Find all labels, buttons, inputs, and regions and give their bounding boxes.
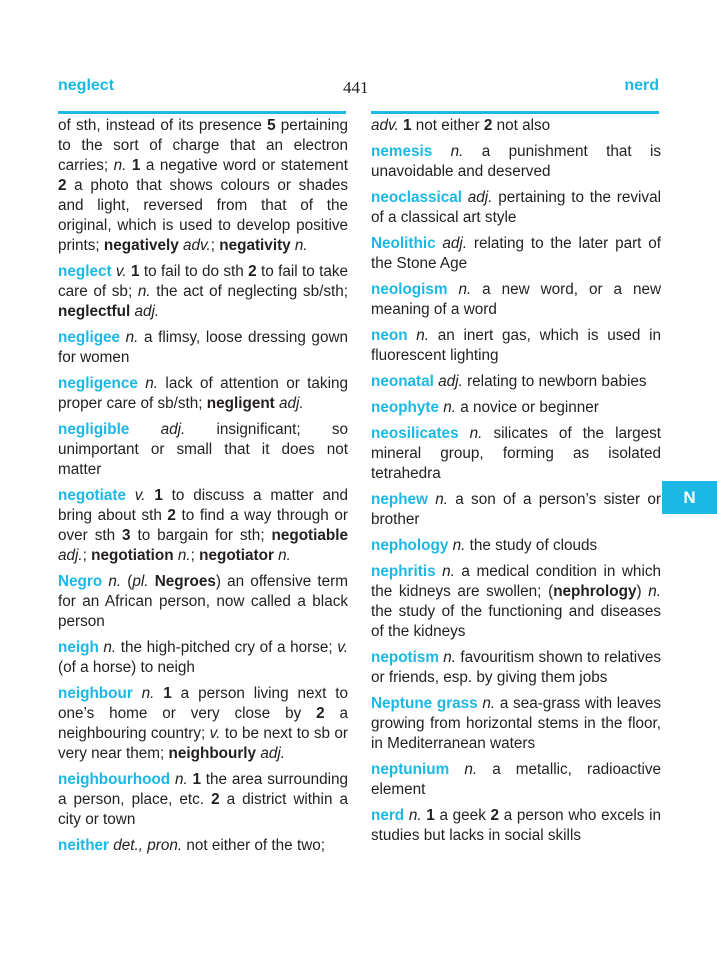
dictionary-entry (371, 280, 661, 320)
headword: Neolithic (371, 235, 436, 252)
definition: n. a metallic, radioactive element (371, 761, 662, 798)
dictionary-entry (371, 694, 661, 754)
definition: n. a novice or beginner (443, 399, 599, 416)
headword: neophyte (371, 399, 439, 416)
headword: Negro (58, 573, 103, 590)
definition: det., pron. not either of the two; (113, 837, 325, 854)
definition: n. a son of a person’s sister or brother (371, 491, 661, 528)
dictionary-entry (58, 572, 348, 632)
dictionary-entry (371, 188, 661, 228)
headword: neoclassical (371, 189, 462, 206)
definition: n. silicates of the largest mineral group, forming as isolated tetrahedra (371, 425, 661, 482)
headword: negotiate (58, 487, 126, 504)
guide-word-right: nerd (624, 77, 659, 94)
dictionary-entry (371, 116, 661, 136)
definition: n. a medical condition in which the kidneys are swollen; (nephrology) n. the study of the functioning and diseases of the kidneys (371, 563, 661, 640)
headword: negligence (58, 375, 138, 392)
headword: Neptune grass (371, 695, 478, 712)
definition: adj. pertaining to the revival of a classical art style (371, 189, 661, 226)
headword: nephology (371, 537, 449, 554)
dictionary-entry (371, 372, 661, 392)
headword: neigh (58, 639, 99, 656)
dictionary-entry (371, 234, 661, 274)
dictionary-entry (371, 536, 661, 556)
definition: n. 1 a geek 2 a person who excels in studies but lacks in social skills (371, 807, 662, 844)
definition: n. the study of clouds (452, 537, 598, 554)
headword: neosilicates (371, 425, 459, 442)
dictionary-entry (58, 328, 348, 368)
headword: neighbour (58, 685, 133, 702)
headword: negligee (58, 329, 121, 346)
definition: v. 1 to discuss a matter and bring about sth 2 to find a way through or over sth 3 to bargain for sth; negotiable adj.; negotiation n.; negotiator n. (58, 487, 348, 564)
definition: v. 1 to fail to do sth 2 to fail to take care of sb; n. the act of neglecting sb/sth; neglectful adj. (58, 263, 349, 320)
definition: n. a sea-grass with leaves growing from horizontal stems in the floor, in Mediterranean waters (371, 695, 661, 752)
headword: nephew (371, 491, 428, 508)
headword: nemesis (371, 143, 433, 160)
definition: n. an inert gas, which is used in fluorescent lighting (371, 327, 662, 364)
header-rule-right (371, 111, 659, 114)
headword: neonatal (371, 373, 434, 390)
definition: adj. relating to the later part of the Stone Age (371, 235, 661, 272)
headword: nepotism (371, 649, 439, 666)
headword: nephritis (371, 563, 436, 580)
definition: n. 1 a person living next to one’s home or very close by 2 a neighbouring country; v. to be next to sb or very near them; neighbourly adj. (58, 685, 349, 762)
dictionary-entry (371, 648, 661, 688)
dictionary-entry (58, 836, 348, 856)
headword: neptunium (371, 761, 450, 778)
dictionary-entry (371, 424, 661, 484)
definition: n. 1 the area surrounding a person, place, etc. 2 a district within a city or town (58, 771, 349, 828)
dictionary-entry (58, 638, 348, 678)
dictionary-entry (371, 806, 661, 846)
dictionary-entry (371, 562, 661, 642)
dictionary-entry (371, 142, 661, 182)
definition: n. a flimsy, loose dressing gown for women (58, 329, 349, 366)
dictionary-entry (58, 770, 348, 830)
definition: n. lack of attention or taking proper care of sb/sth; negligent adj. (58, 375, 348, 412)
dictionary-entry (371, 326, 661, 366)
headword: negligible (58, 421, 130, 438)
definition: of sth, instead of its presence 5 pertaining to the sort of charge that an electron carries; n. 1 a negative word or statement 2 a photo that shows colours or shades and light, reversed from that of the original, which is used to develop positive prints; negatively adv.; negativity n. (58, 117, 348, 254)
definition: n. favouritism shown to relatives or friends, esp. by giving them jobs (371, 649, 662, 686)
headword: neologism (371, 281, 448, 298)
right-column (371, 116, 661, 852)
guide-word-left: neglect (58, 77, 115, 94)
definition: n. (pl. Negroes) an offensive term for an African person, now called a black person (58, 573, 349, 630)
dictionary-entry (58, 486, 348, 566)
headword: neon (371, 327, 408, 344)
dictionary-entry (58, 420, 348, 480)
definition: n. the high-pitched cry of a horse; v. (of a horse) to neigh (58, 639, 349, 676)
headword: neither (58, 837, 109, 854)
dictionary-entry (371, 398, 661, 418)
header-rule-left (58, 111, 346, 114)
dictionary-entry (58, 116, 348, 256)
dictionary-entry (58, 262, 348, 322)
dictionary-entry (58, 374, 348, 414)
headword: nerd (371, 807, 405, 824)
definition: adj. relating to newborn babies (438, 373, 647, 390)
headword: neighbourhood (58, 771, 171, 788)
dictionary-entry (58, 684, 348, 764)
dictionary-entry (371, 760, 661, 800)
definition: n. a new word, or a new meaning of a word (371, 281, 662, 318)
definition: n. a punishment that is unavoidable and deserved (371, 143, 662, 180)
definition: adj. insignificant; so unimportant or small that it does not matter (58, 421, 348, 478)
left-column (58, 116, 348, 862)
section-tab-letter: N (662, 481, 717, 514)
headword: neglect (58, 263, 112, 280)
definition: adv. 1 not either 2 not also (371, 117, 551, 134)
dictionary-entry (371, 490, 661, 530)
page-number: 441 (343, 78, 369, 97)
